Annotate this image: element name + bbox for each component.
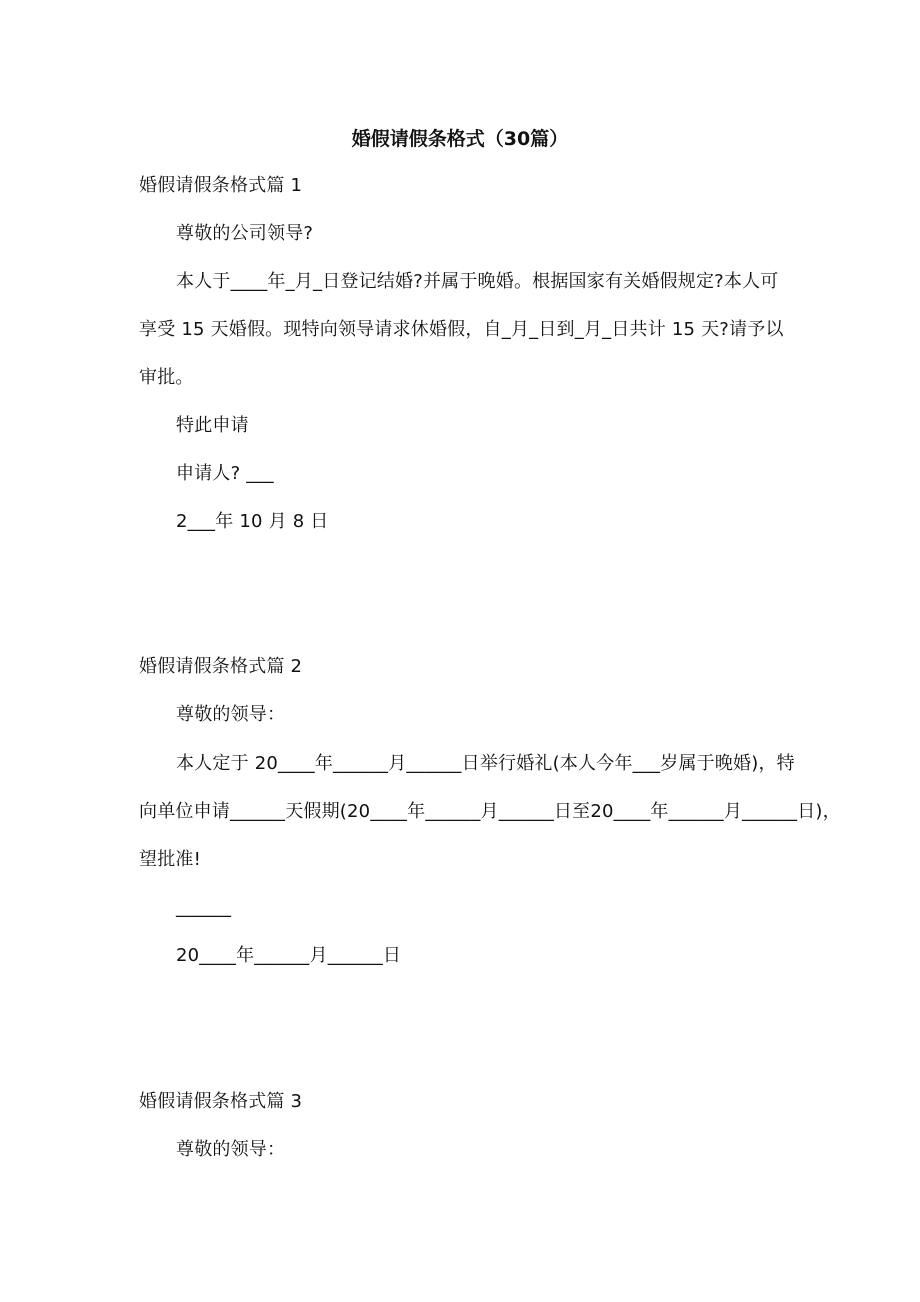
section-1-heading: 婚假请假条格式篇 1	[139, 175, 303, 196]
section-1-body-line-3: 审批。	[139, 367, 194, 388]
section-1-body-line-2: 享受 15 天婚假。现特向领导请求休婚假，自_月_日到_月_日共计 15 天?请予以	[139, 319, 784, 340]
section-2-salutation: 尊敬的领导：	[176, 704, 286, 725]
section-1-closing: 特此申请	[176, 415, 249, 436]
section-2-body-line-3: 望批准!	[139, 849, 202, 870]
section-3-salutation: 尊敬的领导：	[176, 1139, 286, 1160]
section-3-heading: 婚假请假条格式篇 3	[139, 1091, 303, 1112]
section-1-salutation: 尊敬的公司领导?	[176, 223, 314, 244]
section-2-body-line-1: 本人定于 20____年______月______日举行婚礼(本人今年___岁属于晚婚)，特	[176, 753, 795, 774]
document-title: 婚假请假条格式（30篇）	[351, 128, 569, 150]
section-1-body-line-1: 本人于____年_月_日登记结婚?并属于晚婚。根据国家有关婚假规定?本人可	[176, 271, 779, 292]
section-2-date: 20____年______月______日	[176, 945, 402, 966]
section-1-date: 2___年 10 月 8 日	[176, 511, 329, 532]
section-2-body-line-2: 向单位申请______天假期(20____年______月______日至20____年______月______日)，	[139, 801, 841, 822]
section-2-signature: ______	[176, 897, 232, 918]
section-1-applicant: 申请人? ___	[176, 463, 274, 484]
section-2-heading: 婚假请假条格式篇 2	[139, 656, 303, 677]
